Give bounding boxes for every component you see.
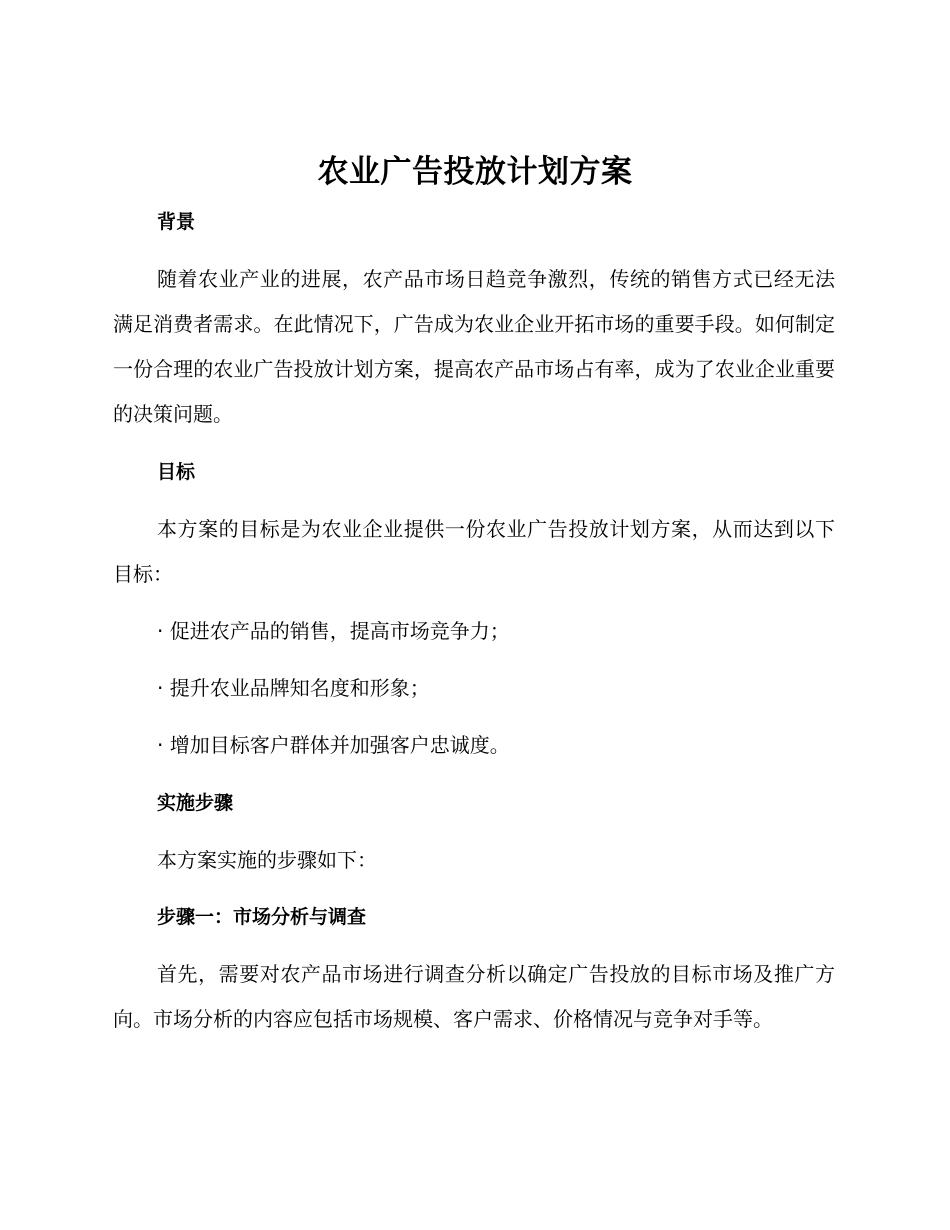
section-heading-background: 背景 [157,211,196,233]
document-title: 农业广告投放计划方案 [317,154,633,190]
section-heading-steps: 实施步骤 [157,792,234,814]
goal-bullet-1: · 促进农产品的销售，提高市场竞争力； [157,619,510,643]
steps-intro: 本方案实施的步骤如下： [157,848,377,872]
step1-heading: 步骤一：市场分析与调查 [157,906,367,928]
section-heading-goals: 目标 [157,461,196,483]
goal-bullet-2: · 提升农业品牌知名度和形象； [157,676,430,700]
background-paragraph: 随着农业产业的进展，农产品市场日趋竞争激烈，传统的销售方式已经无法满足消费者需求。在此情况下，广告成为农业企业开拓市场的重要手段。如何制定一份合理的农业广告投放计划方案，提高农产品市场占有率，成为了农业企业重要的决策问题。 [113,267,835,426]
goals-paragraph: 本方案的目标是为农业企业提供一份农业广告投放计划方案，从而达到以下目标： [113,517,835,586]
step1-paragraph: 首先，需要对农产品市场进行调查分析以确定广告投放的目标市场及推广方向。市场分析的内容应包括市场规模、客户需求、价格情况与竞争对手等。 [113,962,835,1031]
goal-bullet-3: · 增加目标客户群体并加强客户忠诚度。 [157,733,510,757]
